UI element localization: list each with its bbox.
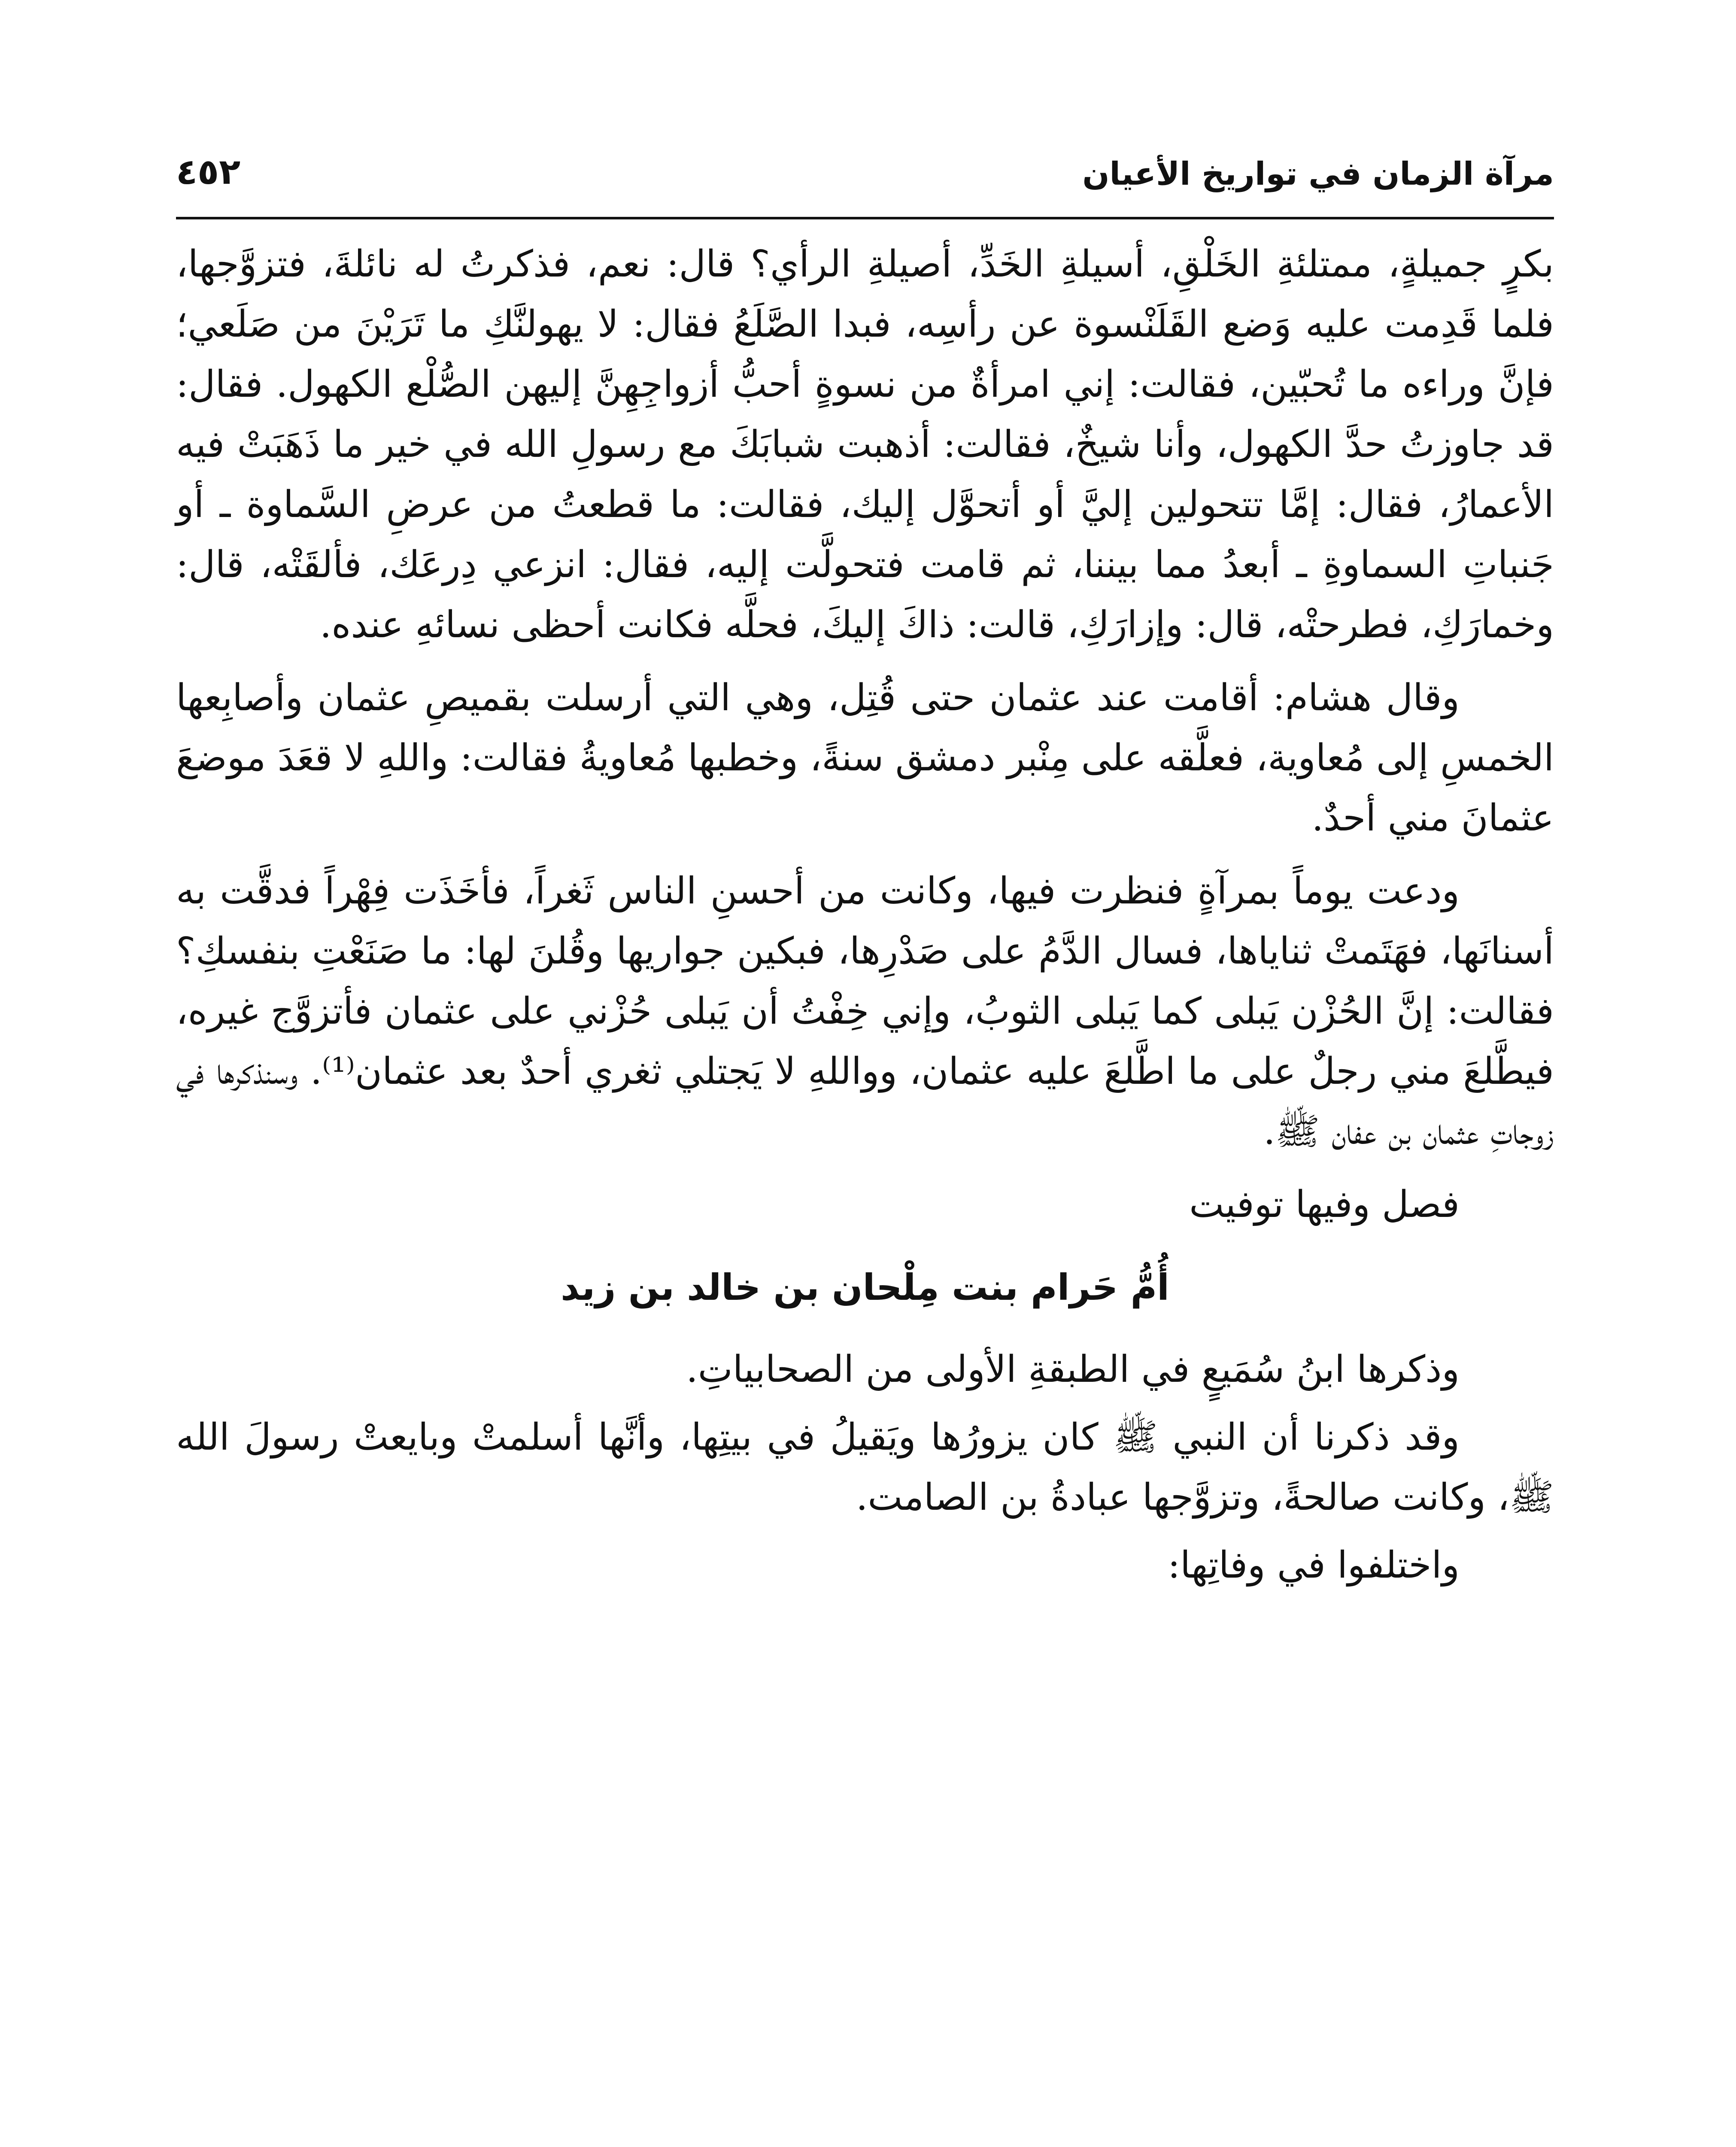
section-label: فصل وفيها توفيت: [1189, 1183, 1460, 1226]
header-divider: [176, 217, 1554, 219]
page-number: ٤٥٢: [176, 152, 241, 192]
biography-paragraph-3: واختلفوا في وفاتِها:: [1168, 1544, 1460, 1587]
opening-paragraph: بكرٍ جميلةٍ، ممتلئةِ الخَلْقِ، أسيلةِ الخَدِّ، أصيلةِ الرأي؟ قال: نعم، فذكرتُ له نائلةَ، فتزوَّجها، فلما قَدِمت عليه وَضع القَلَنْسوة عن رأسِه، فبدا الصَّلَعُ فقال: لا يهولنَّكِ ما تَرَيْنَ من صَلَعي؛ فإنَّ وراءه ما تُحبّين، فقالت: إني امرأةٌ من نسوةٍ أحبُّ أزواجِهِنَّ إليهن الصُّلْع الكهول. فقال: قد جاوزتُ حدَّ الكهول، وأنا شيخٌ، فقالت: أذهبت شبابَكَ مع رسولِ الله في خير ما ذَهَبَتْ فيه الأعمارُ، فقال: إمَّا تتحولين إليَّ أو أتحوَّل إليك، فقالت: ما قطعتُ من عرضِ السَّماوة ـ أو جَنباتِ السماوةِ ـ أبعدُ مما بيننا، ثم قامت فتحولَّت إليه، فقال: انزعي دِرعَك، فألقَتْه، قال: وخمارَكِ، فطرحتْه، قال: وإزارَكِ، قالت: ذاكَ إليكَ، فحلَّه فكانت أحظى نسائهِ عنده.: [176, 243, 1554, 646]
hisham-paragraph: وقال هشام: أقامت عند عثمان حتى قُتِل، وهي التي أرسلت بقميصِ عثمان وأصابِعها الخمسِ إلى مُعاوية، فعلَّقه على مِنْبر دمشق سنةً، وخطبها مُعاويةُ فقالت: واللهِ لا قعَدَ موضعَ عثمانَ مني أحدٌ.: [176, 676, 1554, 839]
main-text: [176, 234, 1554, 1603]
running-title: مرآة الزمان في تواريخ الأعيان: [1082, 155, 1554, 192]
biography-paragraph-1: وذكرها ابنُ سُمَيعٍ في الطبقةِ الأولى من الصحابياتِ.: [686, 1348, 1460, 1391]
biography-paragraph-2: وقد ذكرنا أن النبي ﷺ كان يزورُها ويَقيلُ في بيتِها، وأنَّها أسلمتْ وبايعتْ رسولَ الله ﷺ، وكانت صالحةً، وتزوَّجها عبادةُ بن الصامت.: [176, 1416, 1554, 1519]
page-header: [176, 146, 1554, 206]
mirror-paragraph: ودعت يوماً بمرآةٍ فنظرت فيها، وكانت من أحسنِ الناس ثَغراً، فأخَذَت فِهْراً فدقَّت به أسنانَها، فهَتَمتْ ثناياها، فسال الدَّمُ على صَدْرِها، فبكين جواريها وقُلنَ لها: ما صَنَعْتِ بنفسكِ؟ فقالت: إنَّ الحُزْن يَبلى كما يَبلى الثوبُ، وإني خِفْتُ أن يَبلى حُزْني على عثمان فأتزوَّج غيره، فيطَّلعَ مني رجلٌ على ما اطَّلعَ عليه عثمان، وواللهِ لا يَجتلي ثغري أحدٌ بعد عثمان⁽¹⁾. وسنذكرها في زوجاتِ عثمان بن عفان ﷺ.: [176, 870, 1554, 1153]
biography-title: أُمُّ حَرام بنت مِلْحان بن خالد بن زيد: [561, 1266, 1169, 1308]
